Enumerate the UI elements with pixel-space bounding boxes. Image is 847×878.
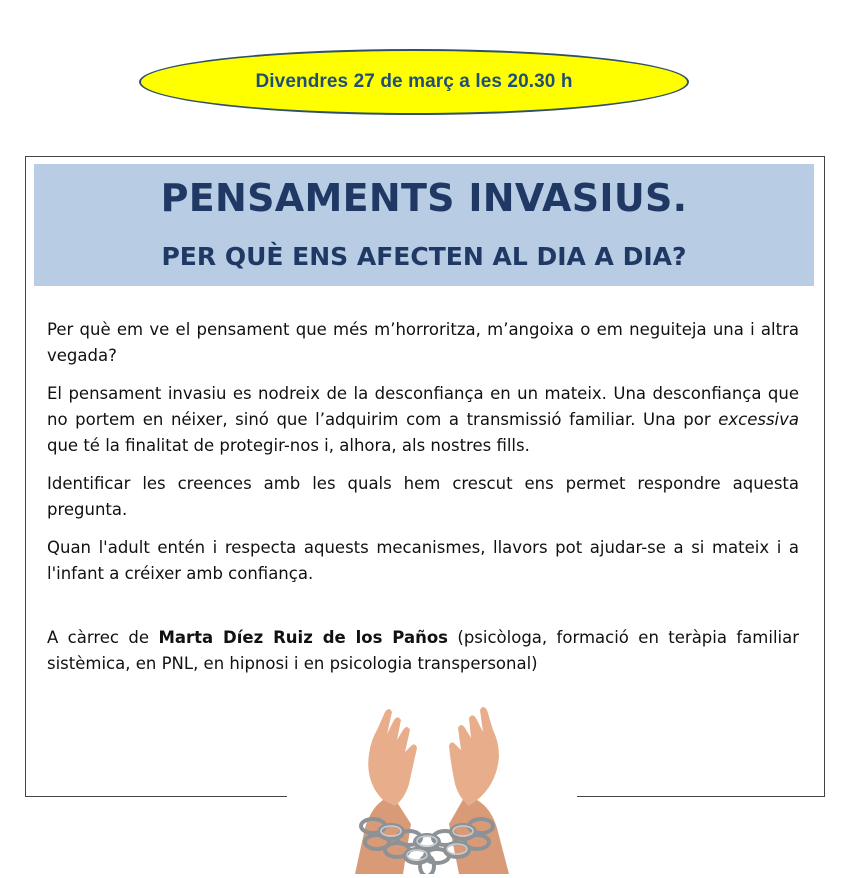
page-title: PENSAMENTS INVASIUS. xyxy=(160,176,688,220)
paragraph-question: Per què em ve el pensament que més m’horroritza, m’angoixa o em neguiteja una i altra vegada? xyxy=(47,320,799,365)
emphasis-excessive: excessiva xyxy=(718,410,799,429)
speaker-name: Marta Díez Ruiz de los Paños xyxy=(158,628,448,647)
date-banner-text: Divendres 27 de març a les 20.30 h xyxy=(255,71,573,92)
paragraph-explanation-end: que té la finalitat de protegir-nos i, alhora, als nostres fills. xyxy=(47,436,530,455)
speaker-details: (psicòloga, formació en teràpia familiar sistèmica, en PNL, en hipnosi i en psicologia transpersonal) xyxy=(47,628,800,673)
paragraph-mechanisms: Quan l'adult entén i respecta aquests mecanismes, llavors pot ajudar-se a si mateix i a l'infant a créixer amb confiança. xyxy=(47,538,799,583)
paragraph-explanation-start: El pensament invasiu es nodreix de la desconfiança en un mateix. Una desconfiança que no portem en néixer, sinó que l’adquirim com a transmissió familiar. Una por xyxy=(47,384,799,429)
page-subtitle: PER QUÈ ENS AFECTEN AL DIA A DIA? xyxy=(161,242,687,271)
body-text xyxy=(47,317,799,689)
paragraph-explanation xyxy=(47,381,799,459)
speaker-credit xyxy=(47,625,799,677)
credit-prefix: A càrrec de xyxy=(47,628,159,647)
paragraph-beliefs: Identificar les creences amb les quals hem crescut ens permet respondre aquesta pregunta. xyxy=(47,474,799,519)
date-banner xyxy=(139,49,689,115)
chained-hands-icon xyxy=(287,700,577,874)
title-band xyxy=(34,164,814,286)
